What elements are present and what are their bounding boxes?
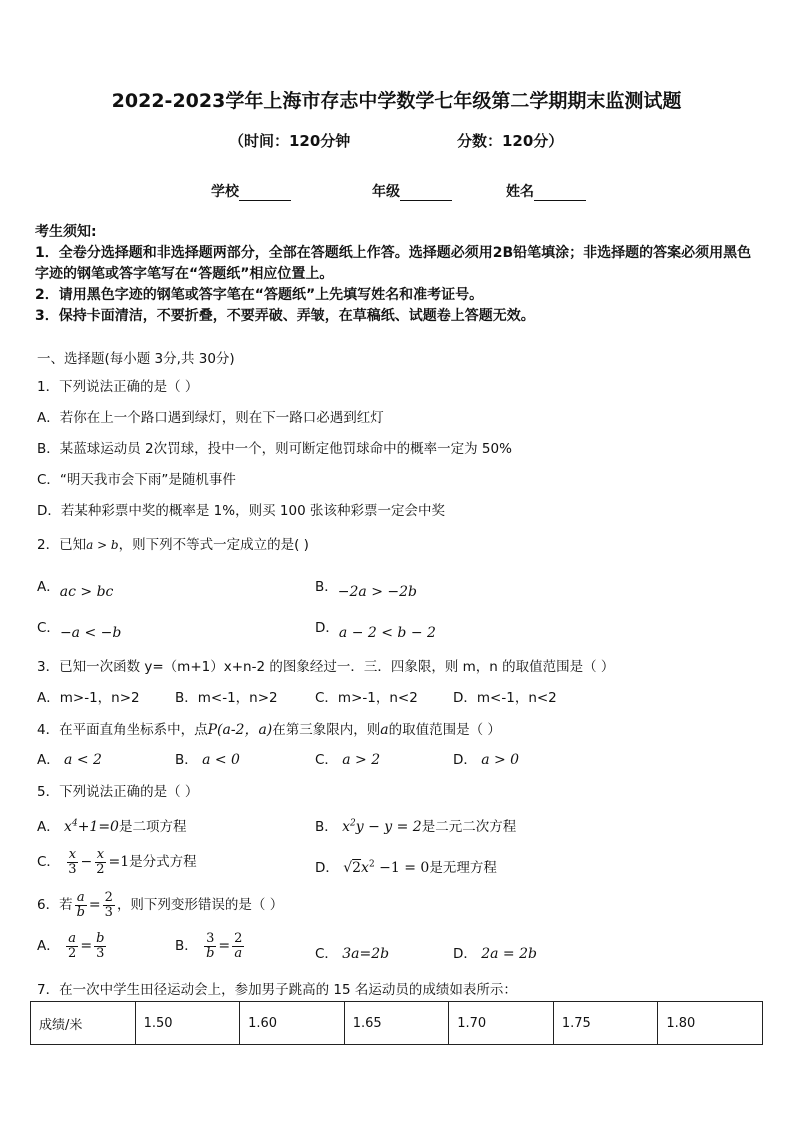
question-6-option-a: A． $\frac{a}{2}$ = $\frac{b}{3}$	[37, 931, 105, 961]
question-1-stem: 1．下列说法正确的是（ ）	[37, 379, 199, 395]
option-math: a > 2	[342, 752, 381, 768]
question-4-option-b	[175, 748, 240, 768]
question-1-option-a: A．若你在上一个路口遇到绿灯，则在下一路口必遇到红灯	[37, 410, 384, 426]
option-math: $x^4+1=0$	[64, 818, 119, 835]
option-label: A．	[37, 752, 60, 768]
page-title: 2022-2023学年上海市存志中学数学七年级第二学期期末监测试题	[111, 90, 682, 112]
q2-stem-post: ，则下列不等式一定成立的是( )	[118, 537, 309, 553]
question-3-option-a: A．m>-1，n>2	[37, 690, 140, 706]
question-3-option-b: B．m<-1，n>2	[175, 690, 278, 706]
question-1-option-c: C．“明天我市会下雨”是随机事件	[37, 472, 236, 488]
question-6-option-d	[453, 942, 537, 962]
option-suffix: 是二元二次方程	[421, 819, 517, 835]
question-5-option-a	[37, 815, 186, 835]
section-heading: 一、选择题(每小题 3分,共 30分)	[37, 351, 235, 367]
fraction: $\frac{x}{2}$	[96, 847, 105, 877]
table-cell: 1.75	[553, 1002, 658, 1045]
q2-stem-pre: 2．已知	[37, 537, 87, 553]
question-4-option-a	[37, 748, 102, 768]
question-3-stem: 3．已知一次函数 y=（m+1）x+n-2 的图象经过一．三．四象限，则 m，n 的取值范围是（ ）	[37, 659, 615, 675]
option-math: −2a > −2b	[337, 584, 417, 600]
notice-item: 3．保持卡面清洁，不要折叠，不要弄破、弄皱，在草稿纸、试题卷上答题无效。	[35, 308, 535, 324]
table-cell: 1.80	[658, 1002, 763, 1045]
option-suffix: 是分式方程	[129, 854, 197, 871]
q6-stem-post: ，则下列变形错误的是（ ）	[116, 897, 284, 914]
school-blank	[239, 186, 291, 201]
option-label: A．	[37, 938, 60, 955]
table-cell: 1.50	[135, 1002, 240, 1045]
option-label: D．	[315, 860, 339, 876]
q4-stem-pre: 4．在平面直角坐标系中，点	[37, 722, 208, 738]
option-label: B．	[175, 938, 198, 955]
option-label: B．	[315, 579, 338, 595]
q4-stem-post: 的取值范围是（ ）	[388, 722, 501, 738]
fraction: $\frac{a}{b}$	[76, 890, 85, 920]
option-suffix: 是二项方程	[118, 819, 187, 835]
table-cell: 1.60	[240, 1002, 345, 1045]
fraction: $\frac{x}{3}$	[68, 847, 77, 877]
option-label: A．	[37, 579, 60, 595]
question-6-option-b: B． $\frac{3}{b}$ = $\frac{2}{a}$	[175, 931, 243, 961]
school-field	[211, 181, 291, 201]
fraction: $\frac{2}{a}$	[234, 931, 243, 961]
notice-heading: 考生须知:	[35, 224, 97, 240]
name-label: 姓名	[506, 184, 534, 200]
question-4-option-d	[453, 748, 519, 768]
option-label: C．	[315, 946, 338, 962]
question-2-option-b	[315, 575, 417, 600]
question-4-stem	[37, 718, 501, 739]
option-math: $x^2y - y = 2$	[342, 818, 422, 835]
question-2-stem	[37, 533, 309, 553]
grade-blank	[400, 186, 452, 201]
question-1-option-b: B．某蓝球运动员 2次罚球，投中一个，则可断定他罚球命中的概率一定为 50%	[37, 441, 512, 457]
fraction: $\frac{b}{3}$	[96, 931, 105, 961]
question-2-option-c	[37, 616, 122, 641]
question-3-option-d: D．m<-1，n<2	[453, 690, 557, 706]
option-math: $√2x^2 -1 = 0$	[343, 859, 430, 876]
option-label: A．	[37, 819, 60, 835]
option-label: C．	[37, 620, 60, 636]
q2-stem-math: a > b	[86, 538, 119, 552]
question-5-option-b	[315, 815, 516, 835]
notice-item: 2．请用黑色字迹的钢笔或答字笔在“答题纸”上先填写姓名和准考证号。	[35, 287, 484, 303]
table-row	[31, 1002, 763, 1045]
grade-field	[372, 181, 452, 201]
option-suffix: 是无理方程	[429, 860, 497, 876]
q6-stem-pre: 6．若	[37, 897, 73, 914]
table-cell: 1.65	[344, 1002, 449, 1045]
question-6-stem: 6．若 $\frac{a}{b}$ = $\frac{2}{3}$ ，则下列变形错误的是（ ）	[37, 890, 284, 920]
option-label: C．	[37, 854, 60, 871]
question-5-option-d	[315, 856, 497, 876]
fraction: $\frac{2}{3}$	[104, 890, 113, 920]
grade-label: 年级	[372, 184, 400, 200]
option-label: C．	[315, 752, 338, 768]
question-7-stem: 7．在一次中学生田径运动会上，参加男子跳高的 15 名运动员的成绩如表所示：	[37, 982, 517, 998]
question-1-option-d: D．若某种彩票中奖的概率是 1%，则买 100 张该种彩票一定会中奖	[37, 503, 445, 519]
option-math: a − 2 < b − 2	[338, 625, 436, 641]
question-2-option-a	[37, 575, 114, 600]
question-5-option-c: C． $\frac{x}{3}$ − $\frac{x}{2}$ =1是分式方程	[37, 847, 197, 877]
question-2-option-d	[315, 616, 436, 641]
question-4-option-c	[315, 748, 380, 768]
exam-score: 分数：120分）	[457, 132, 564, 150]
q4-stem-math2: a	[380, 722, 389, 738]
q4-stem-math: P(a-2，a)	[207, 722, 273, 738]
score-table	[30, 1001, 763, 1045]
option-label: B．	[175, 752, 198, 768]
fraction: $\frac{3}{b}$	[206, 931, 215, 961]
notice-item: 字迹的钢笔或答字笔写在“答题纸”相应位置上。	[35, 266, 334, 282]
option-math: 3a=2b	[342, 946, 390, 962]
option-math: a < 2	[64, 752, 102, 768]
question-6-option-c	[315, 942, 389, 962]
option-math: −a < −b	[59, 625, 122, 641]
school-label: 学校	[211, 184, 239, 200]
option-math: a > 0	[481, 752, 520, 768]
option-math: a < 0	[202, 752, 240, 768]
option-math: 2a = 2b	[481, 946, 537, 962]
fraction: $\frac{a}{2}$	[68, 931, 77, 961]
question-3-option-c: C．m>-1，n<2	[315, 690, 418, 706]
q4-stem-mid: 在第三象限内，则	[272, 722, 381, 738]
option-label: D．	[453, 946, 477, 962]
question-5-stem: 5．下列说法正确的是（ ）	[37, 784, 199, 800]
option-label: D．	[453, 752, 477, 768]
name-blank	[534, 186, 586, 201]
name-field	[506, 181, 586, 201]
exam-time: （时间：120分钟	[229, 132, 351, 150]
table-cell: 1.70	[449, 1002, 554, 1045]
notice-item: 1．全卷分选择题和非选择题两部分，全部在答题纸上作答。选择题必须用2B铅笔填涂；非选择题的答案必须用黑色	[35, 245, 752, 261]
option-label: D．	[315, 620, 339, 636]
option-math: ac > bc	[59, 584, 114, 600]
table-cell: 成绩/米	[31, 1002, 136, 1045]
option-label: B．	[315, 819, 338, 835]
